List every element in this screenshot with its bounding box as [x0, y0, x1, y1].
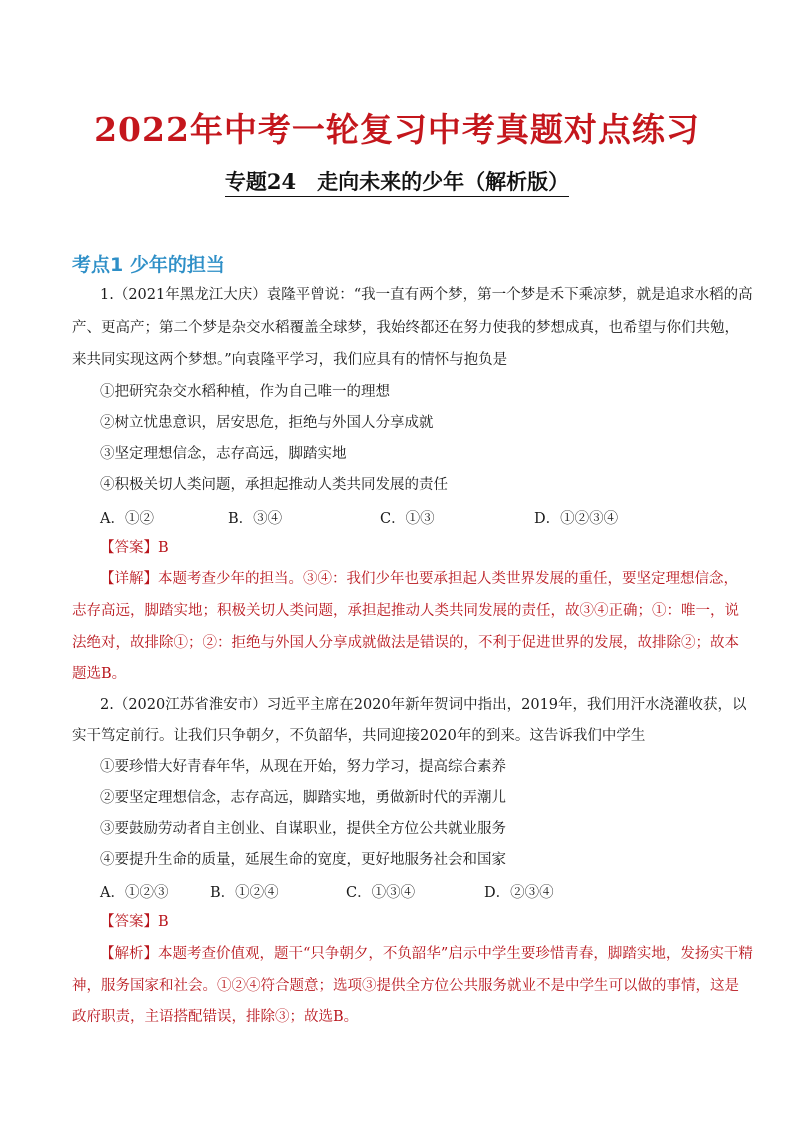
q1-item-4: ④积极关切人类问题，承担起推动人类共同发展的责任: [100, 477, 448, 493]
q1-item-3: ③坚定理想信念，志存高远，脚踏实地: [100, 446, 347, 462]
q1-stem-line-1: 1.（2021年黑龙江大庆）袁隆平曾说：“我一直有两个梦，第一个梦是禾下乘凉梦，就是追求水稻的高: [100, 287, 753, 303]
q2-analysis-line-1: 【解析】本题考查价值观，题干“只争朝夕，不负韶华”启示中学生要珍惜青春，脚踏实地，发扬实干精: [100, 946, 753, 962]
q2-option-c: C．①③④: [346, 885, 416, 901]
q2-option-a: A．①②③: [100, 885, 169, 901]
q1-analysis-line-1: 【详解】本题考查少年的担当。③④：我们少年也要承担起人类世界发展的重任，要坚定理想信念，: [100, 571, 738, 587]
q1-answer: 【答案】B: [100, 540, 169, 556]
document-subtitle: [0, 166, 794, 196]
q2-option-d: D．②③④: [484, 885, 554, 901]
q2-item-4: ④要提升生命的质量，延展生命的宽度，更好地服务社会和国家: [100, 852, 506, 868]
q1-stem-line-3: 来共同实现这两个梦想。”向袁隆平学习，我们应具有的情怀与抱负是: [72, 352, 508, 368]
q1-analysis-line-4: 题选B。: [72, 666, 127, 682]
q2-analysis-line-3: 政府职责，主语搭配错误，排除③；故选B。: [72, 1009, 359, 1025]
q1-stem-line-2: 产、更高产；第二个梦是杂交水稻覆盖全球梦，我始终都还在努力使我的梦想成真，也希望与你们共勉，: [72, 320, 739, 336]
document-title: 2022年中考一轮复习中考真题对点练习: [94, 110, 700, 149]
q1-option-b: B．③④: [228, 511, 283, 527]
q2-stem-line-1: 2.（2020江苏省淮安市）习近平主席在2020年新年贺词中指出，2019年，我们用汗水浇灌收获，以: [100, 697, 747, 713]
q1-analysis-line-3: 法绝对，故排除①；②：拒绝与外国人分享成就做法是错误的，不利于促进世界的发展，故排除②；故本: [72, 635, 739, 651]
q2-answer: 【答案】B: [100, 914, 169, 930]
q2-item-3: ③要鼓励劳动者自主创业、自谋职业，提供全方位公共就业服务: [100, 821, 506, 837]
q1-item-2: ②树立忧患意识，居安思危，拒绝与外国人分享成就: [100, 415, 434, 431]
q1-analysis-line-2: 志存高远，脚踏实地；积极关切人类问题，承担起推动人类共同发展的责任，故③④正确；①：唯一，说: [72, 603, 739, 619]
q2-analysis-line-2: 神，服务国家和社会。①②④符合题意；选项③提供全方位公共服务就业不是中学生可以做的事情，这是: [72, 978, 739, 994]
q1-item-1: ①把研究杂交水稻种植，作为自己唯一的理想: [100, 384, 390, 400]
q2-item-2: ②要坚定理想信念，志存高远，脚踏实地，勇做新时代的弄潮儿: [100, 790, 506, 806]
q1-option-a: A．①②: [100, 511, 154, 527]
q2-option-b: B．①②④: [210, 885, 279, 901]
q2-item-1: ①要珍惜大好青春年华，从现在开始，努力学习，提高综合素养: [100, 759, 506, 775]
section-heading: 考点1 少年的担当: [72, 254, 225, 276]
q1-option-c: C．①③: [380, 511, 435, 527]
q1-option-d: D．①②③④: [534, 511, 619, 527]
q2-stem-line-2: 实干笃定前行。让我们只争朝夕，不负韶华，共同迎接2020年的到来。这告诉我们中学生: [72, 728, 646, 744]
subtitle-text: 专题24 走向未来的少年（解析版）: [225, 169, 569, 197]
